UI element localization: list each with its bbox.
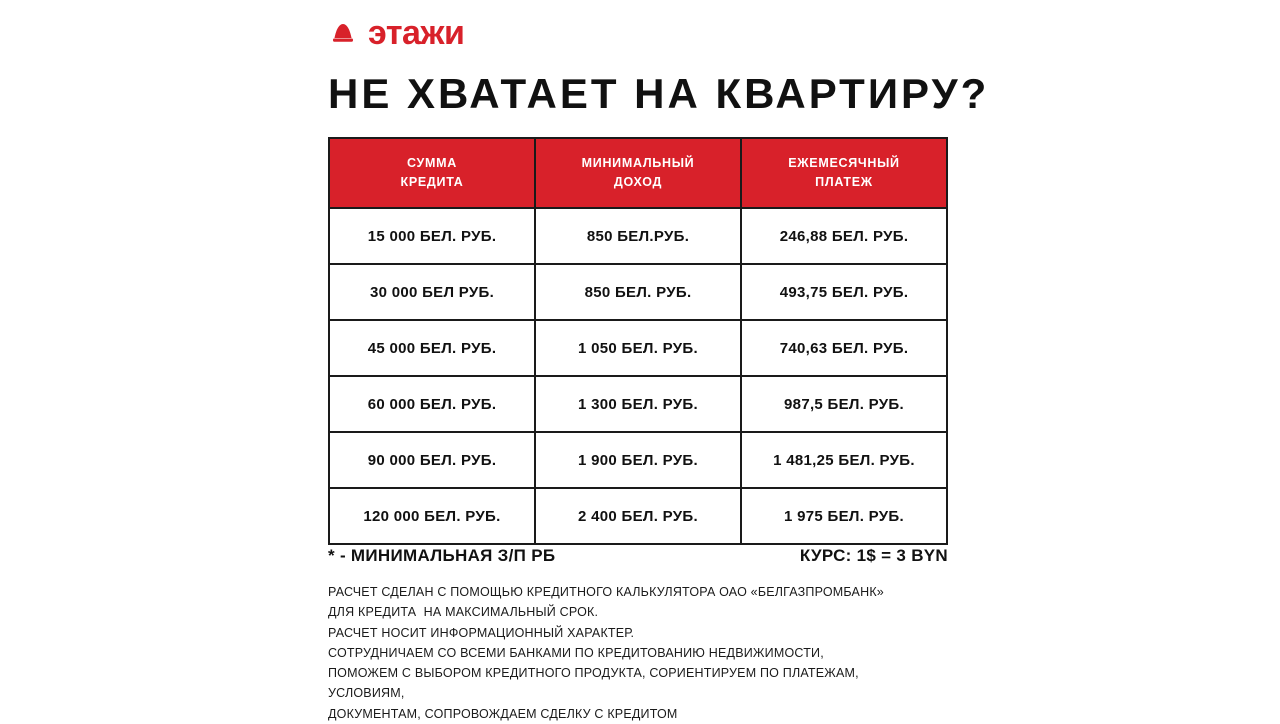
table-row (329, 376, 947, 432)
table-cell: 493,75 БЕЛ. РУБ. (741, 264, 947, 320)
page-title: НЕ ХВАТАЕТ НА КВАРТИРУ? (328, 70, 990, 117)
table-row (329, 432, 947, 488)
table-cell: 1 975 БЕЛ. РУБ. (741, 488, 947, 544)
disclaimer-line: ПОМОЖЕМ С ВЫБОРОМ КРЕДИТНОГО ПРОДУКТА, СОРИЕНТИРУЕМ ПО ПЛАТЕЖАМ, (328, 666, 859, 680)
disclaimer-line: ДОКУМЕНТАМ, СОПРОВОЖДАЕМ СДЕЛКУ С КРЕДИТОМ (328, 706, 678, 721)
header-line: ДОХОД (613, 175, 663, 189)
table-header-row (329, 138, 947, 208)
table-cell: 1 900 БЕЛ. РУБ. (535, 432, 741, 488)
table-cell: 246,88 БЕЛ. РУБ. (741, 208, 947, 264)
table-cell: 120 000 БЕЛ. РУБ. (329, 488, 535, 544)
disclaimer-line: РАСЧЕТ НОСИТ ИНФОРМАЦИОННЫЙ ХАРАКТЕР. (328, 625, 635, 640)
table-cell: 1 481,25 БЕЛ. РУБ. (741, 432, 947, 488)
header-line: МИНИМАЛЬНЫЙ (581, 156, 695, 171)
disclaimer-line: РАСЧЕТ СДЕЛАН С ПОМОЩЬЮ КРЕДИТНОГО КАЛЬКУЛЯТОРА ОАО «БЕЛГАЗПРОМБАНК» (328, 585, 884, 599)
table-cell: 1 300 БЕЛ. РУБ. (535, 376, 741, 432)
disclaimer-line: СОТРУДНИЧАЕМ СО ВСЕМИ БАНКАМИ ПО КРЕДИТОВАНИЮ НЕДВИЖИМОСТИ, (328, 645, 824, 660)
table-header-cell (741, 138, 947, 208)
table-cell: 30 000 БЕЛ РУБ. (329, 264, 535, 320)
table-row (329, 264, 947, 320)
house-roof-icon (328, 18, 358, 48)
disclaimer-line: УСЛОВИЯМ, (328, 686, 405, 701)
disclaimer-line: ДЛЯ КРЕДИТА НА МАКСИМАЛЬНЫЙ СРОК. (328, 605, 599, 620)
table-cell: 15 000 БЕЛ. РУБ. (329, 208, 535, 264)
table-cell: 740,63 БЕЛ. РУБ. (741, 320, 947, 376)
table-cell: 60 000 БЕЛ. РУБ. (329, 376, 535, 432)
table-cell: 987,5 БЕЛ. РУБ. (741, 376, 947, 432)
table-cell: 850 БЕЛ. РУБ. (535, 264, 741, 320)
credit-table (328, 137, 948, 545)
table-cell: 1 050 БЕЛ. РУБ. (535, 320, 741, 376)
header-line: ЕЖЕМЕСЯЧНЫЙ (788, 156, 900, 171)
header-line: КРЕДИТА (400, 175, 464, 189)
disclaimer-text (328, 582, 1028, 724)
table-row (329, 208, 947, 264)
table-header-cell (329, 138, 535, 208)
brand-name: этажи (368, 14, 465, 52)
table-row (329, 320, 947, 376)
table-row (329, 488, 947, 544)
credit-table-wrapper (328, 137, 948, 545)
header-line: СУММА (407, 156, 457, 171)
header-line: ПЛАТЕЖ (815, 175, 873, 189)
brand-logo (328, 16, 464, 50)
table-cell: 2 400 БЕЛ. РУБ. (535, 488, 741, 544)
table-header-cell (535, 138, 741, 208)
table-footnotes (328, 546, 948, 566)
table-cell: 850 БЕЛ.РУБ. (535, 208, 741, 264)
minimum-salary-note: * - МИНИМАЛЬНАЯ З/П РБ (328, 546, 556, 565)
table-cell: 90 000 БЕЛ. РУБ. (329, 432, 535, 488)
table-cell: 45 000 БЕЛ. РУБ. (329, 320, 535, 376)
exchange-rate-note: КУРС: 1$ = 3 BYN (799, 546, 948, 565)
